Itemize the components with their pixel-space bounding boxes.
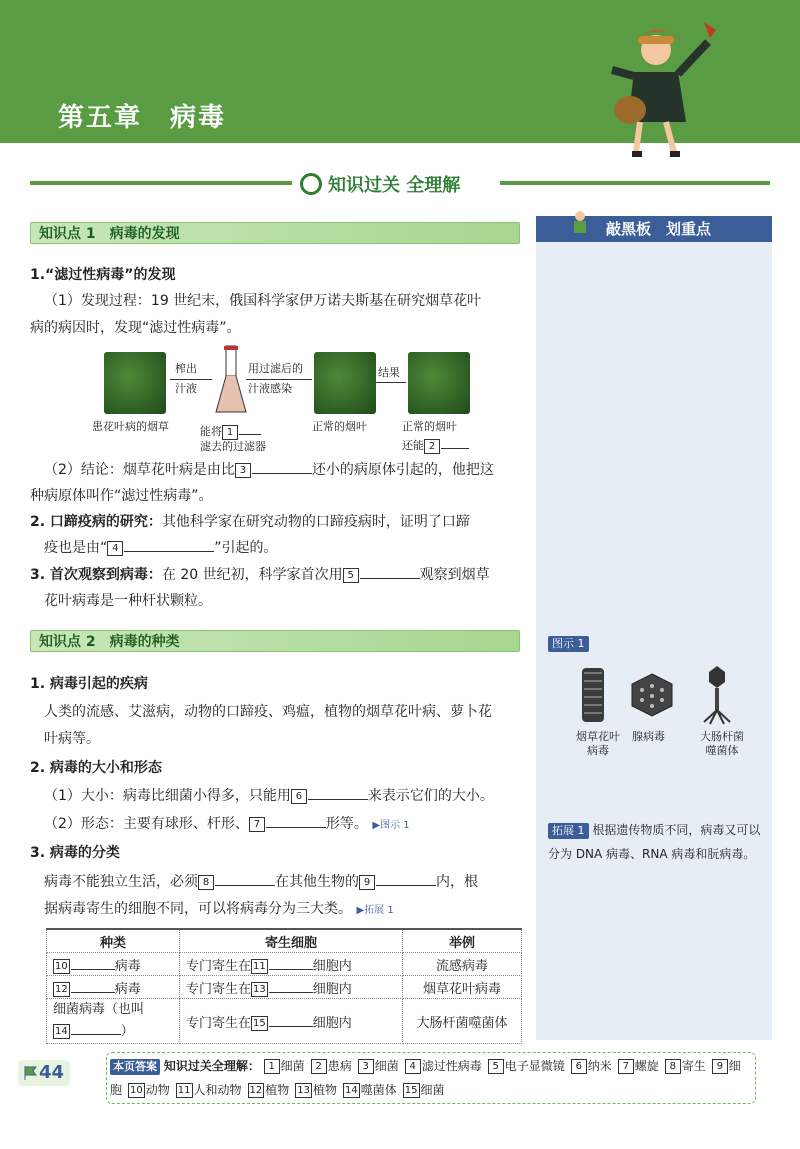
page-number: 44	[18, 1060, 70, 1086]
answer-item-text: 螺旋	[634, 1059, 659, 1073]
diagram-label-normal: 正常的烟叶	[312, 420, 367, 433]
sidebar-panel	[536, 216, 772, 1040]
kp2-para-1b: 叶病等。	[44, 731, 100, 747]
figure-tag: 图示 1	[548, 632, 589, 652]
table-row	[47, 976, 522, 999]
diagram-arrow-1	[170, 379, 212, 380]
table-header-cell: 寄生细胞	[180, 929, 403, 953]
diagram-step2-top: 用过滤后的	[248, 362, 303, 375]
table-row	[47, 953, 522, 976]
answer-item-text: 纳米	[587, 1059, 612, 1073]
expand-text: 根据遗传物质不同，病毒又可以分为 DNA 病毒、RNA 病毒和朊病毒。	[548, 823, 761, 861]
result-tobacco-leaf-image	[408, 352, 470, 414]
answer-box-3[interactable]: 3	[235, 463, 251, 478]
answer-number-box: 8	[665, 1059, 681, 1074]
answer-item-text: 人和动物	[193, 1083, 242, 1097]
diagram-step1-bottom: 汁液	[175, 382, 197, 395]
blank-7[interactable]	[266, 813, 326, 828]
answer-item-text: 细菌	[280, 1059, 305, 1073]
answer-box-14[interactable]: 14	[55, 1026, 68, 1037]
answer-item	[665, 1059, 706, 1073]
answer-item	[403, 1083, 445, 1097]
sidebar-header	[536, 216, 772, 242]
answer-item	[488, 1059, 565, 1073]
table-cell-example: 烟草花叶病毒	[403, 976, 522, 999]
blank-13[interactable]	[269, 978, 313, 993]
answer-number-box: 11	[177, 1085, 191, 1096]
answer-item-text: 动物	[145, 1083, 170, 1097]
answer-box-2[interactable]: 2	[424, 439, 440, 454]
kp2-classify: 病毒不能独立生活，必须 8 在其他生物的 9 内，根	[44, 870, 478, 895]
answer-item	[295, 1083, 337, 1097]
table-header-kind: 种类	[47, 929, 180, 953]
sidebar-title: 敲黑板 划重点	[606, 220, 712, 238]
figure-label-adenovirus: 腺病毒	[632, 730, 665, 743]
student-icon	[570, 210, 590, 238]
table-cell-kind: 细菌病毒（也叫 14 ）	[47, 999, 180, 1044]
answer-lead: 知识过关全理解：	[163, 1059, 260, 1073]
diagram-label-filter: 能将 1 滤去的过滤器	[200, 420, 266, 454]
answer-item-text: 细胞	[110, 1059, 741, 1097]
diagram-step3: 结果	[378, 366, 400, 379]
answer-box-13[interactable]: 13	[253, 983, 266, 995]
answer-item-text: 植物	[313, 1083, 338, 1097]
filter-flask-icon	[212, 344, 250, 416]
sick-tobacco-leaf-image	[104, 352, 166, 414]
expand-tag: 拓展 1	[548, 823, 589, 839]
answer-item	[571, 1059, 612, 1073]
section-divider-right	[500, 181, 770, 185]
answer-box-15[interactable]: 15	[253, 1017, 266, 1029]
answer-item-text: 细菌	[374, 1059, 399, 1073]
kp1-heading-1: 1.“滤过性病毒”的发现	[30, 267, 176, 283]
table-cell-kind: 10 病毒	[47, 953, 180, 976]
kp2-heading-2: 2. 病毒的大小和形态	[30, 760, 162, 776]
answer-number-box: 4	[405, 1059, 421, 1074]
table-row	[47, 999, 522, 1044]
answer-box-6[interactable]: 6	[291, 789, 307, 804]
kp2-para-1: 人类的流感、艾滋病，动物的口蹄疫、鸡瘟，植物的烟草花叶病、萝卜花	[44, 704, 492, 720]
answer-tag: 本页答案	[110, 1059, 160, 1075]
table-cell-kind: 12 病毒	[47, 976, 180, 999]
diagram-label-result: 正常的烟叶 还能 2	[402, 420, 469, 454]
virus-shapes-figure	[572, 664, 752, 726]
kp2-heading-1: 1. 病毒引起的疾病	[30, 676, 148, 692]
answer-item	[618, 1059, 659, 1073]
section-title-text: 知识过关 全理解	[328, 175, 461, 196]
blank-10[interactable]	[71, 955, 115, 970]
expand-ref-link[interactable]: ▶拓展 1	[356, 905, 394, 916]
normal-tobacco-leaf-image	[314, 352, 376, 414]
answer-box-5[interactable]: 5	[343, 568, 359, 583]
answer-box-10[interactable]: 10	[55, 960, 68, 972]
answer-number-box: 5	[488, 1059, 504, 1074]
kp2-classify-2: 据病毒寄生的细胞不同，可以将病毒分为三大类。 ▶拓展 1	[44, 901, 394, 917]
blank-4[interactable]	[124, 537, 214, 552]
figure-ref-link[interactable]: ▶图示 1	[372, 820, 410, 831]
kp1-para-1: （1）发现过程：19 世纪末，俄国科学家伊万诺夫斯基在研究烟草花叶	[44, 293, 482, 309]
answer-box-4[interactable]: 4	[107, 541, 123, 556]
blank-11[interactable]	[269, 955, 313, 970]
answer-number-box: 10	[130, 1085, 143, 1096]
answer-item-text: 电子显微镜	[504, 1059, 565, 1073]
section-divider-left	[30, 181, 292, 185]
answer-box-1[interactable]: 1	[222, 425, 238, 440]
blank-8[interactable]	[215, 871, 275, 886]
answer-item	[358, 1059, 399, 1073]
diagram-step1-top: 榨出	[175, 362, 197, 375]
diagram-arrow-3	[376, 382, 406, 383]
kp1-item-2b: 疫也是由“ 4 ”引起的。	[44, 536, 278, 561]
expand-note	[548, 818, 764, 866]
table-header-example: 举例	[403, 929, 522, 953]
answer-number-box: 2	[311, 1059, 327, 1074]
answer-number-box: 13	[297, 1085, 310, 1096]
blank-5[interactable]	[360, 564, 420, 579]
kp2-title-bar: 知识点 2 病毒的种类	[30, 630, 520, 652]
answer-item	[343, 1083, 397, 1097]
diagram-label-sick: 患花叶病的烟草	[92, 420, 169, 433]
page-flag-icon	[22, 1064, 40, 1082]
answer-box-11[interactable]: 11	[253, 960, 266, 972]
answer-number-box: 15	[404, 1085, 418, 1096]
answer-item	[405, 1059, 482, 1073]
answer-number-box: 7	[618, 1059, 634, 1074]
answer-box-7[interactable]: 7	[249, 817, 265, 832]
virus-classification-table	[46, 928, 522, 1044]
kp2-shape: （2）形态：主要有球形、杆形、 7 形等。 ▶图示 1	[44, 812, 410, 838]
blank-3[interactable]	[252, 459, 312, 474]
answer-item	[311, 1059, 352, 1073]
answer-item-text: 植物	[265, 1083, 290, 1097]
kp2-size: （1）大小：病毒比细菌小得多，只能用 6 来表示它们的大小。	[44, 784, 494, 809]
answer-item-text: 患病	[327, 1059, 352, 1073]
chapter-title: 第五章 病毒	[58, 103, 227, 133]
blank-15[interactable]	[269, 1012, 313, 1027]
kp1-item-2: 2. 口蹄疫病的研究：其他科学家在研究动物的口蹄疫病时，证明了口蹄	[30, 514, 470, 530]
blank-6[interactable]	[308, 785, 368, 800]
blank-14[interactable]	[71, 1020, 121, 1035]
table-cell-example: 流感病毒	[403, 953, 522, 976]
answer-number-box: 1	[264, 1059, 280, 1074]
figure-label-tmv: 烟草花叶病毒	[576, 730, 620, 757]
answer-box-9[interactable]: 9	[359, 875, 375, 890]
answer-item	[128, 1083, 170, 1097]
table-cell-parasite: 专门寄生在 15 细胞内	[180, 999, 403, 1044]
section-logo-icon	[300, 173, 322, 195]
kp1-title-bar: 知识点 1 病毒的发现	[30, 222, 520, 244]
figure-label-phage: 大肠杆菌噬菌体	[700, 730, 744, 757]
section-title	[300, 170, 498, 198]
answer-number-box: 12	[249, 1085, 263, 1096]
answer-item	[264, 1059, 305, 1073]
blank-2[interactable]	[441, 434, 469, 449]
kp1-conclusion-2: 种病原体叫作“滤过性病毒”。	[30, 488, 213, 504]
answer-text	[110, 1054, 756, 1102]
blank-1[interactable]	[239, 420, 261, 435]
kp1-conclusion: （2）结论：烟草花叶病是由比 3 还小的病原体引起的，他把这	[44, 458, 494, 483]
answer-item-text: 滤过性病毒	[421, 1059, 482, 1073]
answer-number-box: 14	[345, 1085, 358, 1096]
answer-item-text: 细菌	[420, 1083, 445, 1097]
answer-item	[248, 1083, 290, 1097]
girl-illustration	[604, 12, 724, 167]
answer-box-8[interactable]: 8	[198, 875, 214, 890]
answer-item-text: 寄生	[681, 1059, 706, 1073]
diagram-arrow-2	[246, 379, 312, 380]
answer-item	[176, 1083, 242, 1097]
answer-item-text: 噬菌体	[360, 1083, 397, 1097]
answer-number-box: 3	[358, 1059, 374, 1074]
answer-number-box: 6	[571, 1059, 587, 1074]
table-cell-parasite: 专门寄生在 11 细胞内	[180, 953, 403, 976]
table-header-row	[47, 929, 522, 953]
answer-number-box: 9	[712, 1059, 728, 1074]
answer-box-12[interactable]: 12	[55, 983, 68, 995]
kp2-heading-3: 3. 病毒的分类	[30, 845, 120, 861]
table-cell-example: 大肠杆菌噬菌体	[403, 999, 522, 1044]
blank-12[interactable]	[71, 978, 115, 993]
kp1-para-1b: 病的病因时，发现“滤过性病毒”。	[30, 320, 241, 336]
blank-9[interactable]	[376, 871, 436, 886]
table-cell-parasite: 专门寄生在 13 细胞内	[180, 976, 403, 999]
kp1-item-3: 3. 首次观察到病毒：在 20 世纪初，科学家首次用 5 观察到烟草	[30, 563, 490, 588]
kp1-item-3b: 花叶病毒是一种杆状颗粒。	[44, 593, 212, 609]
diagram-step2-bottom: 汁液感染	[248, 382, 292, 395]
